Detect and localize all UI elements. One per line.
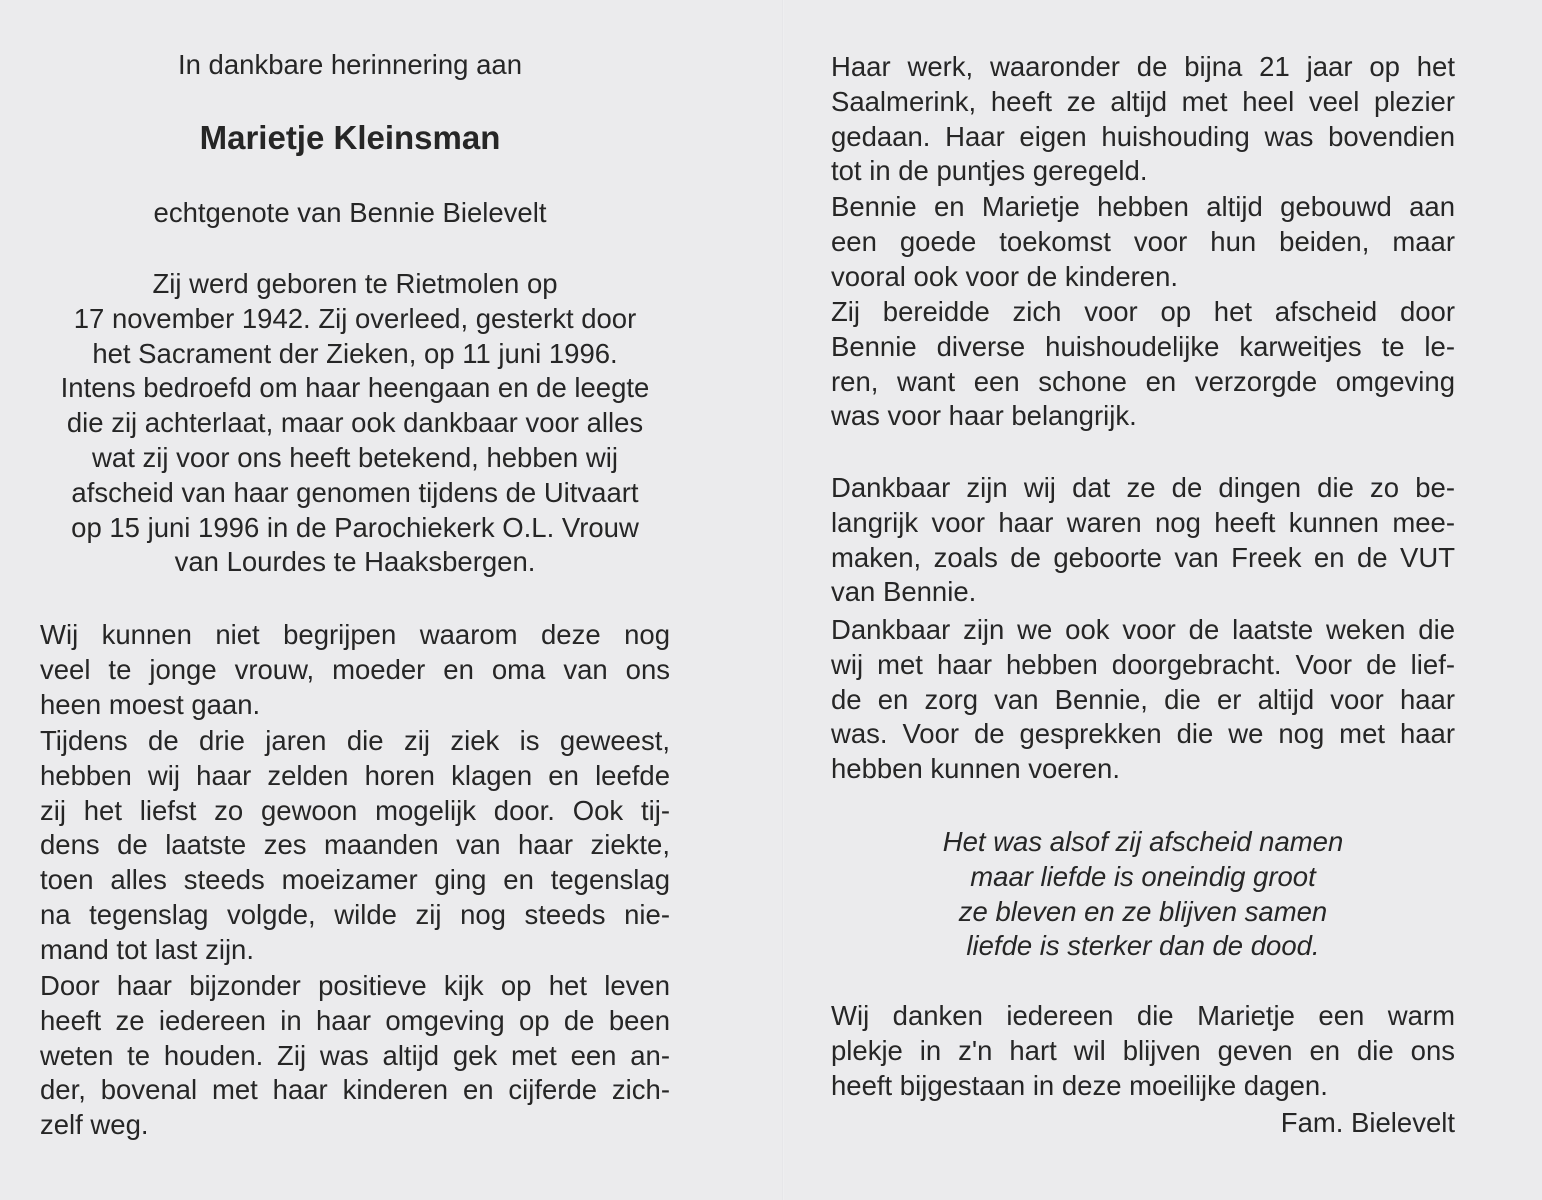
intro-line: In dankbare herinnering aan	[177, 49, 522, 80]
text-line: mand tot last zijn.	[40, 933, 254, 965]
poem-line: Het was alsof zij afscheid namen	[942, 826, 1344, 857]
card-fold	[782, 0, 784, 1200]
text-line: Wij danken iedereen die Marietje een warm	[831, 1000, 1455, 1031]
text-line: toen alles steeds moeizamer ging en tegenslag	[40, 864, 670, 896]
text-line: langrijk voor haar waren nog heeft kunnen mee-	[831, 506, 1455, 538]
text-line: dens de laatste zes maanden van haar ziekte,	[40, 829, 670, 861]
text-line: maken, zoals de geboorte van Freek en de VUT	[831, 541, 1455, 573]
spouse-line: echtgenote van Bennie Bielevelt	[153, 197, 547, 228]
text-line: na tegenslag volgde, wilde zij nog steeds nie-	[40, 898, 670, 930]
text-line: Door haar bijzonder positieve kijk op het leven	[40, 970, 670, 1001]
text-line: zelf weg.	[40, 1109, 149, 1141]
text-line: hebben wij haar zelden horen klagen en leefde	[40, 759, 670, 791]
text-line: tot in de puntjes geregeld.	[831, 155, 1148, 187]
text-line: die zij achterlaat, maar ook dankbaar voor alles	[66, 407, 644, 439]
right-paragraph-3	[831, 295, 1455, 434]
right-paragraph-6	[831, 999, 1455, 1103]
text-line: weten te houden. Zij was altijd gek met een an-	[40, 1039, 670, 1071]
text-line: een goede toekomst voor hun beiden, maar	[831, 225, 1455, 257]
text-line: Intens bedroefd om haar heengaan en de leegte	[60, 372, 650, 404]
text-line: Haar werk, waaronder de bijna 21 jaar op het	[831, 51, 1455, 82]
text-line: wij met haar hebben doorgebracht. Voor de lief-	[831, 648, 1455, 680]
text-line: heen moest gaan.	[40, 688, 261, 720]
right-paragraph-4	[831, 471, 1455, 610]
text-line: vooral ook voor de kinderen.	[831, 260, 1179, 292]
text-line: Wij kunnen niet begrijpen waarom deze nog	[40, 619, 670, 650]
poem-line: liefde is sterker dan de dood.	[966, 930, 1320, 962]
text-line: plekje in z'n hart wil blijven geven en die ons	[831, 1034, 1455, 1066]
text-line: Zij werd geboren te Rietmolen op	[152, 268, 558, 299]
text-line: afscheid van haar genomen tijdens de Uitvaart	[71, 476, 639, 508]
text-line: de en zorg van Bennie, die er altijd voor haar	[831, 683, 1455, 715]
deceased-name: Marietje Kleinsman	[199, 119, 501, 156]
left-paragraph-1	[40, 618, 670, 722]
text-line: Dankbaar zijn we ook voor de laatste weken die	[831, 614, 1455, 645]
text-line: van Bennie.	[831, 576, 977, 608]
birth-paragraph	[40, 267, 670, 580]
text-line: Tijdens de drie jaren die zij ziek is geweest,	[40, 725, 670, 756]
text-line: was. Voor de gesprekken die we nog met haar	[831, 718, 1455, 750]
text-line: was voor haar belangrijk.	[831, 400, 1137, 432]
text-line: Bennie en Marietje hebben altijd gebouwd aan	[831, 191, 1455, 222]
poem	[831, 825, 1455, 964]
poem-line: maar liefde is oneindig groot	[970, 860, 1316, 892]
text-line: 17 november 1942. Zij overleed, gesterkt door	[73, 302, 637, 334]
poem-line: ze bleven en ze blijven samen	[958, 895, 1328, 927]
text-line: Bennie diverse huishoudelijke karweitjes te le-	[831, 330, 1455, 362]
text-line: hebben kunnen voeren.	[831, 753, 1120, 785]
text-line: op 15 juni 1996 in de Parochiekerk O.L. Vrouw	[71, 511, 639, 543]
text-line: heeft bijgestaan in deze moeilijke dagen.	[831, 1069, 1328, 1101]
text-line: veel te jonge vrouw, moeder en oma van ons	[40, 653, 670, 685]
family-signature: Fam. Bielevelt	[1280, 1107, 1455, 1138]
text-line: gedaan. Haar eigen huishouding was bovendien	[831, 120, 1455, 152]
right-paragraph-1	[831, 50, 1455, 189]
text-line: ren, want een schone en verzorgde omgeving	[831, 365, 1455, 397]
text-line: Zij bereidde zich voor op het afscheid door	[831, 296, 1455, 327]
text-line: Saalmerink, heeft ze altijd met heel veel plezier	[831, 85, 1455, 117]
text-line: der, bovenal met haar kinderen en cijferde zich-	[40, 1074, 670, 1106]
text-line: Dankbaar zijn wij dat ze de dingen die zo be-	[831, 472, 1455, 503]
left-paragraph-2	[40, 724, 670, 968]
text-line: heeft ze iedereen in haar omgeving op de been	[40, 1004, 670, 1036]
right-paragraph-5	[831, 613, 1455, 787]
text-line: zij het liefst zo gewoon mogelijk door. Ook tij-	[40, 794, 670, 826]
text-line: van Lourdes te Haaksbergen.	[174, 546, 536, 578]
text-line: wat zij voor ons heeft betekend, hebben wij	[92, 441, 618, 473]
text-line: het Sacrament der Zieken, op 11 juni 1996.	[92, 337, 618, 369]
right-paragraph-2	[831, 190, 1455, 294]
left-paragraph-3	[40, 969, 670, 1143]
